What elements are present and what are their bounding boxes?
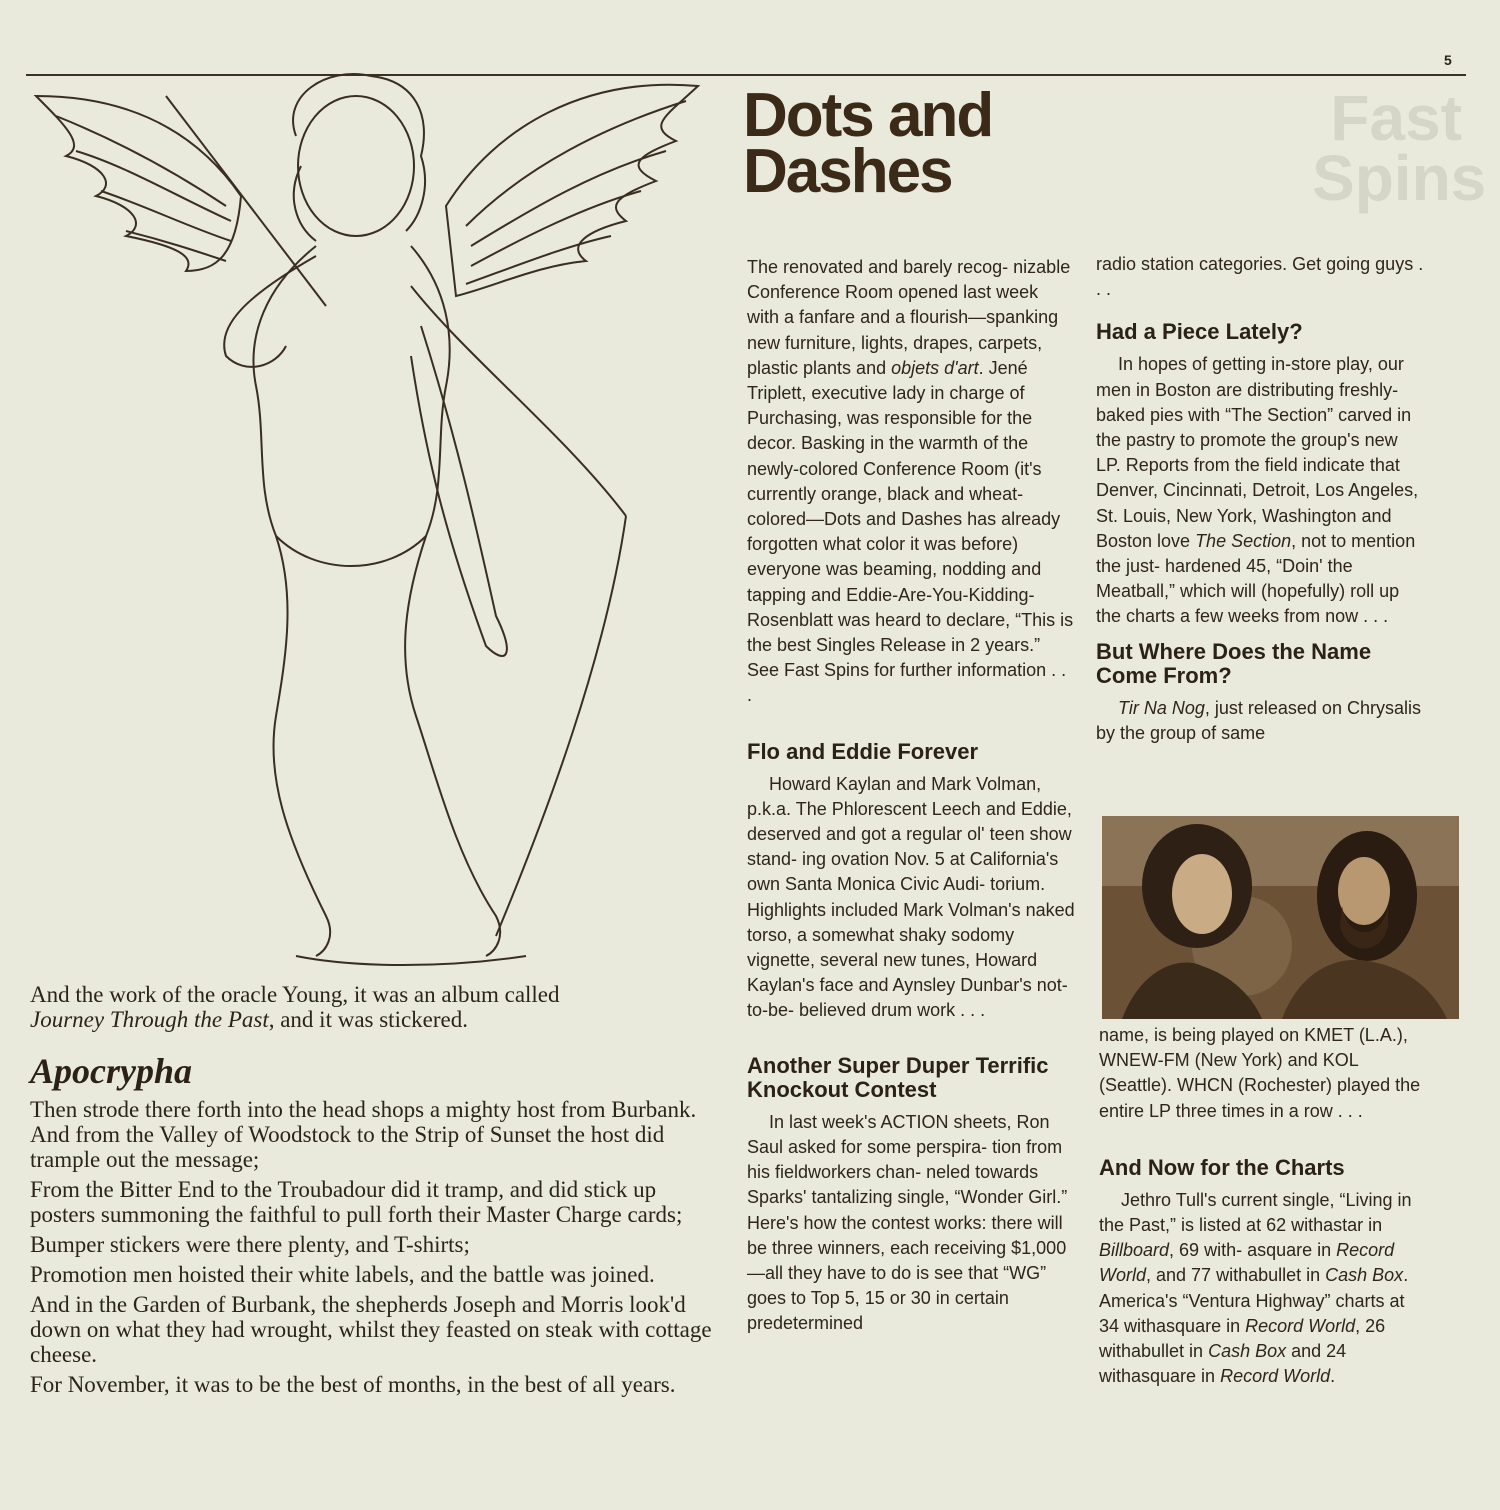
paragraph: And in the Garden of Burbank, the shepherds Joseph and Morris look'd down on what they had wrought, whilst they feasted on steak with cottage cheese. bbox=[30, 1292, 712, 1367]
flo-heading: Flo and Eddie Forever bbox=[747, 738, 979, 764]
name-body-end: name, is being played on KMET (L.A.), WNEW-FM (New York) and KOL (Seattle). WHCN (Rochester) played the entire LP three times in a row . . . bbox=[1099, 1025, 1421, 1121]
page-title: Dots and Dashes bbox=[743, 81, 993, 206]
middle-column bbox=[747, 255, 1075, 1337]
carry-over: radio station categories. Get going guys . . . bbox=[1096, 254, 1424, 300]
flo-body: Howard Kaylan and Mark Volman, p.k.a. The Phlorescent Leech and Eddie, deserved and got a regular ol' teen show stand- ing ovation Nov. 5 at California's own Santa Monica Civic Audi- torium. Highlights included Mark Volman's naked torso, a somewhat shaky sodomy vignette, several new tunes, Howard Kaylan's face and Aynsley Dunbar's not-to-be- believed drum work . . . bbox=[747, 773, 1075, 1021]
right-column-bottom bbox=[1099, 1023, 1429, 1389]
paragraph: From the Bitter End to the Troubadour did it tramp, and did stick up posters summoning the faithful to pull forth their Master Charge cards; bbox=[30, 1177, 683, 1227]
pie-body: In hopes of getting in-store play, our men in Boston are distributing freshly-baked pies with “The Section” carved in the pastry to promote the group's new LP. Reports from the field indicate that Denver, Cincinnati, Detroit, Los Angeles, St. Louis, New York, Washington and Boston love The Section, not to mention the just- hardened 45, “Doin' the Meatball,” which will (hopefully) roll up the charts a few weeks from now . . . bbox=[1096, 354, 1419, 627]
paragraph: Bumper stickers were there plenty, and T-shirts; bbox=[30, 1232, 470, 1257]
band-photo bbox=[1102, 816, 1459, 1019]
intro-paragraph: The renovated and barely recog- nizable Conference Room opened last week with a fanfare and a flourish—spanking new furniture, lights, drapes, carpets, plastic plants and objets d'art. Jené Triplett, executive lady in charge of Purchasing, was responsible for the decor. Basking in the warmth of the newly-colored Conference Room (it's currently orange, black and wheat-colored—Dots and Dashes has already forgotten what color it was before) everyone was beaming, nodding and tapping and Eddie-Are-You-Kidding-Rosenblatt was heard to declare, “This is the best Singles Release in 2 years.” See Fast Spins for further information . . . bbox=[747, 257, 1074, 706]
charts-body: Jethro Tull's current single, “Living in the Past,” is listed at 62 withastar in Billboard, 69 with- asquare in Record World, and 77 withabullet in Cash Box. America's “Ventura Highway” charts at 34 withasquare in Record World, 26 withabullet in Cash Box and 24 withasquare in Record World. bbox=[1099, 1189, 1412, 1387]
paragraph: For November, it was to be the best of months, in the best of all years. bbox=[30, 1372, 676, 1397]
right-column-top bbox=[1096, 252, 1426, 746]
name-body-start: Tir Na Nog, just released on Chrysalis by the group of same bbox=[1096, 697, 1421, 743]
apocrypha-heading: Apocrypha bbox=[30, 1051, 192, 1091]
page-number: 5 bbox=[1444, 52, 1452, 68]
paragraph: Then strode there forth into the head shops a mighty host from Burbank. And from the Valley of Woodstock to the Strip of Sunset the host did trample out the message; bbox=[30, 1097, 697, 1172]
name-heading: But Where Does the Name Come From? bbox=[1096, 638, 1372, 688]
paragraph: Promotion men hoisted their white labels, and the battle was joined. bbox=[30, 1262, 655, 1287]
pie-heading: Had a Piece Lately? bbox=[1096, 319, 1303, 345]
caption: And the work of the oracle Young, it was an album called Journey Through the Past, and it was stickered. bbox=[30, 982, 560, 1032]
apocrypha-body bbox=[30, 1097, 720, 1402]
band-photo-image bbox=[1102, 816, 1459, 1019]
charts-heading: And Now for the Charts bbox=[1099, 1154, 1345, 1180]
cupid-illustration bbox=[26, 56, 710, 976]
contest-heading: Another Super Duper Terrific Knockout Contest bbox=[747, 1052, 1049, 1102]
contest-body: In last week's ACTION sheets, Ron Saul asked for some perspira- tion from his fieldworkers chan- neled towards Sparks' tantalizing single, “Wonder Girl.” Here's how the contest works: there will be three winners, each receiving $1,000—all they have to do is see that “WG” goes to Top 5, 15 or 30 in certain predetermined bbox=[747, 1111, 1068, 1334]
bleed-through-title: Fast Spins bbox=[1312, 82, 1487, 214]
